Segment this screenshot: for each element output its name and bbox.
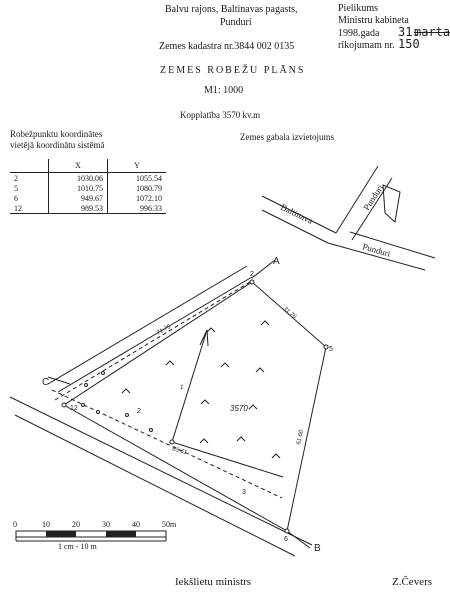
table-cell: 1080.79 bbox=[108, 183, 167, 193]
survey-mark bbox=[166, 361, 174, 365]
point-marker bbox=[250, 280, 254, 284]
point-label-5: 5 bbox=[329, 346, 333, 353]
edge-label-5-6: 61.60 bbox=[296, 429, 306, 446]
road-lines bbox=[10, 266, 312, 556]
coords-title-line1: Robežpunktu koordinātes bbox=[10, 129, 103, 139]
handwritten-month: marta bbox=[414, 25, 450, 39]
pointer-a bbox=[252, 260, 275, 278]
survey-mark bbox=[272, 454, 280, 458]
table-cell: 12 bbox=[10, 203, 49, 214]
edge-label-inner: 85.61 bbox=[171, 446, 188, 457]
scale-bar-frame bbox=[16, 531, 166, 537]
scale-label: 20 bbox=[72, 520, 80, 529]
point-label-3: 3 bbox=[242, 489, 246, 496]
header-district: Balvu rajons, Baltinavas pagasts, bbox=[165, 4, 298, 15]
table-header-cell: Y bbox=[108, 159, 167, 173]
survey-mark bbox=[221, 363, 229, 367]
road-edge-upper bbox=[48, 266, 247, 384]
edge-label-12-2: 71.75 bbox=[156, 324, 173, 337]
scale-label: 10 bbox=[42, 520, 50, 529]
table-cell: 1055.54 bbox=[108, 173, 167, 184]
point-marker bbox=[170, 440, 174, 444]
inner-line bbox=[172, 330, 207, 442]
road-label-punduri-vertical: Punduri bbox=[361, 182, 386, 213]
point-marker bbox=[97, 411, 100, 414]
road-label-punduri-bottom: Punduri bbox=[361, 241, 392, 259]
cabinet-label: Ministru kabineta bbox=[338, 15, 409, 26]
total-area: Kopplatība 3570 kv.m bbox=[180, 110, 261, 120]
point-label-6: 6 bbox=[284, 536, 288, 543]
parcel-location-marker bbox=[383, 185, 400, 222]
table-header-cell: X bbox=[49, 159, 108, 173]
page-title: ZEMES ROBEŽU PLĀNS bbox=[160, 65, 306, 76]
table-cell: 996.33 bbox=[108, 203, 167, 214]
dashed-boundary-diagonal bbox=[55, 282, 250, 400]
scale-label: 40 bbox=[132, 520, 140, 529]
point-label-2: 2 bbox=[250, 271, 254, 278]
survey-mark bbox=[201, 400, 209, 404]
survey-mark bbox=[200, 439, 208, 443]
point-marker bbox=[62, 403, 66, 407]
point-marker bbox=[285, 529, 289, 533]
scale-ratio: M1: 1000 bbox=[204, 85, 244, 96]
table-cell: 1072.10 bbox=[108, 193, 167, 203]
point-marker bbox=[150, 429, 153, 432]
scale-bar-segment-dark bbox=[46, 531, 76, 537]
appendix-label: Pielikums bbox=[338, 3, 379, 14]
parcel-area-label: 3570 bbox=[230, 404, 248, 413]
edge-label-2-5: 31.76 bbox=[281, 305, 297, 321]
point-marker bbox=[82, 404, 85, 407]
handwritten-day: 31. bbox=[398, 25, 420, 39]
survey-mark bbox=[261, 321, 269, 325]
point-label-2-lower: 2 bbox=[137, 408, 141, 415]
corner-label-a: A bbox=[273, 256, 280, 267]
survey-mark bbox=[249, 405, 257, 409]
survey-marks bbox=[122, 321, 280, 458]
road-label-baltinava: Baltinava bbox=[279, 201, 315, 226]
inner-line-bottom bbox=[172, 442, 283, 477]
cadastre-number: Zemes kadastra nr.3844 002 0135 bbox=[159, 41, 295, 52]
inner-line-label: 1 bbox=[180, 385, 184, 391]
date-prefix: 1998.gada bbox=[338, 28, 380, 39]
location-map bbox=[262, 166, 435, 270]
corner-label-c: C bbox=[42, 377, 50, 388]
footer-signature: Z.Čevers bbox=[392, 576, 433, 588]
scale-label: 30 bbox=[102, 520, 110, 529]
header-village: Punduri bbox=[220, 17, 252, 28]
point-marker bbox=[324, 345, 328, 349]
road-edge bbox=[352, 178, 392, 240]
scale-caption: 1 cm - 10 m bbox=[58, 542, 97, 551]
table-cell: 989.53 bbox=[49, 203, 108, 214]
point-label-12: 12 bbox=[70, 405, 78, 412]
table-cell: 2 bbox=[14, 173, 18, 183]
footer-title: Iekšlietu ministrs bbox=[175, 576, 252, 588]
point-marker bbox=[102, 372, 105, 375]
table-cell: 1030.06 bbox=[49, 173, 108, 184]
survey-mark bbox=[237, 437, 245, 441]
table-cell: 1010.75 bbox=[49, 183, 108, 193]
survey-mark bbox=[207, 328, 215, 332]
handwritten-order-number: 150 bbox=[398, 37, 420, 51]
survey-mark bbox=[122, 389, 130, 393]
scale-bar bbox=[16, 531, 166, 541]
scale-bar-segment-dark bbox=[106, 531, 136, 537]
table-cell: 5 bbox=[14, 183, 18, 193]
coords-title-line2: vietējā koordinātu sistēmā bbox=[10, 140, 105, 150]
location-title: Zemes gabala izvietojums bbox=[240, 132, 334, 142]
boundary-points bbox=[62, 280, 328, 533]
scale-label: 50m bbox=[162, 520, 177, 529]
pointer-b bbox=[287, 531, 310, 548]
scale-label: 0 bbox=[13, 520, 17, 529]
order-prefix: rīkojumam nr. bbox=[338, 40, 395, 51]
parcel-boundary bbox=[64, 282, 326, 531]
point-marker bbox=[126, 414, 129, 417]
table-cell: 6 bbox=[14, 193, 18, 203]
road-edge-lower bbox=[10, 397, 312, 545]
survey-mark bbox=[256, 368, 264, 372]
point-marker bbox=[85, 384, 88, 387]
road-edge-upper-inner bbox=[58, 277, 252, 392]
table-cell: 949.67 bbox=[49, 193, 108, 203]
corner-label-b: B bbox=[314, 543, 321, 554]
